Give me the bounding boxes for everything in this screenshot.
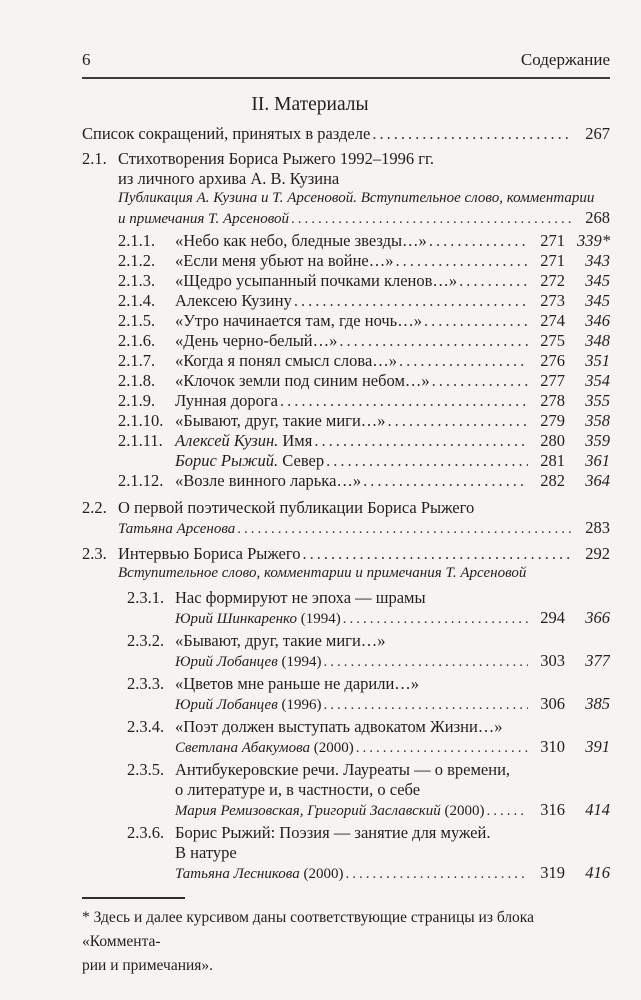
page-number: 268 (585, 208, 610, 227)
toc-line (82, 651, 610, 670)
toc-line (82, 208, 610, 227)
entry-text: Светлана Абакумова (175, 740, 310, 756)
entry-text: «Щедро усыпанный почками кленов…» (175, 271, 458, 290)
entry-text: Интервью Бориса Рыжего (118, 544, 301, 563)
footnote-line: рии и примечания». (82, 957, 214, 974)
commentary-page-number: 414 (585, 800, 610, 819)
page-number: 274 (540, 311, 565, 330)
dot-leader (356, 739, 528, 756)
header-rule (82, 77, 610, 79)
page-number: 282 (540, 471, 565, 490)
toc-line (82, 331, 610, 351)
dot-leader (339, 331, 528, 351)
page-number: 277 (540, 371, 565, 390)
commentary-page-number: 355 (585, 391, 610, 410)
toc-line (82, 737, 610, 756)
commentary-page-number: 346 (585, 311, 610, 330)
toc-line (82, 169, 610, 189)
entry-text: Алексею Кузину (175, 291, 292, 310)
entry-text: (2000) (440, 803, 485, 819)
entry-text: Лунная дорога (175, 391, 278, 410)
entry-text: (1994) (297, 611, 341, 627)
commentary-page-number: 385 (585, 694, 610, 713)
commentary-page-number: 377 (585, 651, 610, 670)
dot-leader (487, 802, 529, 819)
toc-line (82, 431, 610, 451)
commentary-page-number: 348 (585, 331, 610, 350)
toc-line (82, 251, 610, 271)
entry-number: 2.1.8. (118, 371, 156, 390)
page-number: 279 (540, 411, 565, 430)
footnote (82, 906, 610, 978)
entry-number: 2.1.11. (118, 431, 163, 450)
toc-line (82, 608, 610, 627)
dot-leader (345, 865, 528, 882)
section-heading: II. Материалы (251, 94, 369, 115)
entry-text: Стихотворения Бориса Рыжего 1992–1996 гг. (118, 149, 435, 168)
page-number: 276 (540, 351, 565, 370)
entry-number: 2.1.12. (118, 471, 164, 490)
dot-leader (424, 311, 528, 331)
page-number: 283 (585, 518, 610, 537)
toc-line (82, 518, 610, 537)
entry-number: 2.3.3. (127, 674, 165, 693)
page-number: 278 (540, 391, 565, 410)
page-number: 294 (540, 608, 565, 627)
entry-number: 2.1.9. (118, 391, 156, 410)
dot-leader (314, 431, 528, 451)
entry-text: «Цветов мне раньше не дарили…» (175, 674, 420, 693)
toc-line (82, 391, 610, 411)
toc-line (82, 291, 610, 311)
toc-line (82, 544, 610, 564)
entry-number: 2.3.6. (127, 823, 165, 842)
entry-text: Татьяна Арсенова (118, 521, 236, 537)
page-number: 272 (540, 271, 565, 290)
entry-text: Нас формируют не эпоха — шрамы (175, 588, 426, 607)
entry-text: Антибукеровские речи. Лауреаты — о времени, (175, 760, 511, 779)
commentary-page-number: 354 (585, 371, 610, 390)
entry-text: из личного архива А. В. Кузина (118, 169, 340, 188)
page-number: 292 (585, 544, 610, 563)
entry-number: 2.1.6. (118, 331, 156, 350)
toc-line (82, 311, 610, 331)
toc-line (82, 694, 610, 713)
page-number-header: 6 (82, 50, 91, 69)
entry-text: Имя (278, 431, 313, 450)
entry-text: Вступительное слово, комментарии и примечания Т. Арсеновой (118, 565, 527, 581)
entry-text: Юрий Шинкаренко (175, 611, 298, 627)
toc-line (82, 588, 610, 608)
entry-number: 2.1. (82, 149, 107, 168)
entry-text: О первой поэтической публикации Бориса Рыжего (118, 498, 475, 517)
dot-leader (372, 124, 573, 144)
entry-text: «Клочок земли под синим небом…» (175, 371, 430, 390)
entry-text: о литературе и, в частности, о себе (175, 780, 421, 799)
toc-line (82, 498, 610, 518)
entry-text: Юрий Лобанцев (175, 654, 278, 670)
dot-leader (432, 371, 528, 391)
page-number: 303 (540, 651, 565, 670)
toc-line (82, 189, 610, 208)
dot-leader (396, 251, 529, 271)
entry-number: 2.3.1. (127, 588, 165, 607)
toc-line (82, 631, 610, 651)
footnote-line: * Здесь и далее курсивом даны соответствующие страницы из блока «Коммента- (82, 909, 534, 950)
dot-leader (237, 520, 573, 537)
commentary-page-number: 359 (585, 431, 610, 450)
entry-text: Алексей Кузин. (175, 431, 279, 450)
entry-text: «Небо как небо, бледные звезды…» (175, 231, 427, 250)
page-number: 273 (540, 291, 565, 310)
toc-line (82, 780, 610, 800)
footnote-rule (82, 897, 185, 899)
table-of-contents (82, 124, 610, 882)
commentary-page-number: 364 (585, 471, 610, 490)
commentary-page-number: 358 (585, 411, 610, 430)
commentary-page-number: 351 (585, 351, 610, 370)
toc-line (82, 674, 610, 694)
entry-text: В натуре (175, 843, 237, 862)
dot-leader (302, 544, 573, 564)
dot-leader (280, 391, 528, 411)
entry-text: «Когда я понял смысл слова…» (175, 351, 398, 370)
dot-leader (399, 351, 528, 371)
toc-line (82, 760, 610, 780)
toc-line (82, 411, 610, 431)
entry-number: 2.1.7. (118, 351, 156, 370)
entry-number: 2.3.2. (127, 631, 165, 650)
toc-line (82, 863, 610, 882)
page-number: 271 (540, 231, 565, 250)
page-number: 319 (540, 863, 565, 882)
page-number: 316 (540, 800, 565, 819)
commentary-page-number: 345 (585, 271, 610, 290)
entry-number: 2.1.1. (118, 231, 156, 250)
dot-leader (363, 471, 528, 491)
entry-text: «Если меня убьют на войне…» (175, 251, 394, 270)
commentary-page-number: 416 (585, 863, 610, 882)
page-number: 267 (585, 124, 610, 143)
entry-number: 2.2. (82, 498, 107, 517)
dot-leader (323, 653, 528, 670)
running-header (82, 50, 610, 70)
entry-number: 2.1.3. (118, 271, 156, 290)
commentary-page-number: 391 (585, 737, 610, 756)
dot-leader (326, 451, 528, 471)
toc-line (82, 564, 610, 583)
entry-number: 2.3.5. (127, 760, 165, 779)
toc-line (82, 271, 610, 291)
entry-text: Публикация А. Кузина и Т. Арсеновой. Вступительное слово, комментарии (118, 190, 595, 206)
entry-text: Список сокращений, принятых в разделе (82, 124, 371, 143)
page-number: 306 (540, 694, 565, 713)
entry-number: 2.1.2. (118, 251, 156, 270)
toc-line (82, 231, 610, 251)
entry-text: «Поэт должен выступать адвокатом Жизни…» (175, 717, 503, 736)
toc-line (82, 149, 610, 169)
entry-text: «Возле винного ларька…» (175, 471, 362, 490)
commentary-page-number: 361 (585, 451, 610, 470)
page-number: 280 (540, 431, 565, 450)
entry-text: Татьяна Лесникова (175, 866, 300, 882)
entry-number: 2.1.5. (118, 311, 156, 330)
entry-number: 2.1.4. (118, 291, 156, 310)
dot-leader (294, 291, 528, 311)
page-number: 275 (540, 331, 565, 350)
commentary-page-number: 339* (577, 231, 610, 250)
page-number: 281 (540, 451, 565, 470)
page-number: 310 (540, 737, 565, 756)
toc-line (82, 843, 610, 863)
entry-text: (1994) (277, 654, 322, 670)
toc-line (82, 351, 610, 371)
dot-leader (388, 411, 528, 431)
toc-line (82, 451, 610, 471)
commentary-page-number: 366 (585, 608, 610, 627)
entry-number: 2.1.10. (118, 411, 164, 430)
entry-text: Борис Рыжий. (175, 451, 279, 470)
entry-text: «Бывают, друг, такие миги…» (175, 411, 386, 430)
entry-text: «День черно-белый…» (175, 331, 338, 350)
toc-line (82, 717, 610, 737)
entry-text: (2000) (299, 866, 344, 882)
entry-number: 2.3. (82, 544, 107, 563)
toc-line (82, 471, 610, 491)
toc-line (82, 371, 610, 391)
entry-text: и примечания Т. Арсеновой (118, 211, 290, 227)
entry-text: Юрий Лобанцев (175, 697, 278, 713)
entry-text: «Бывают, друг, такие миги…» (175, 631, 386, 650)
toc-line (82, 823, 610, 843)
dot-leader (429, 231, 528, 251)
entry-text: «Утро начинается там, где ночь…» (175, 311, 422, 330)
page-number: 271 (540, 251, 565, 270)
entry-text: Север (278, 451, 325, 470)
entry-text: Мария Ремизовская, Григорий Заславский (175, 803, 441, 819)
commentary-page-number: 345 (585, 291, 610, 310)
dot-leader (459, 271, 528, 291)
dot-leader (323, 696, 528, 713)
toc-line (82, 800, 610, 819)
entry-number: 2.3.4. (127, 717, 165, 736)
dot-leader (343, 610, 528, 627)
dot-leader (291, 210, 573, 227)
running-title: Содержание (520, 50, 610, 69)
toc-line (82, 124, 610, 144)
entry-text: (2000) (310, 740, 354, 756)
commentary-page-number: 343 (585, 251, 610, 270)
entry-text: Борис Рыжий: Поэзия — занятие для мужей. (175, 823, 491, 842)
entry-text: (1996) (277, 697, 322, 713)
